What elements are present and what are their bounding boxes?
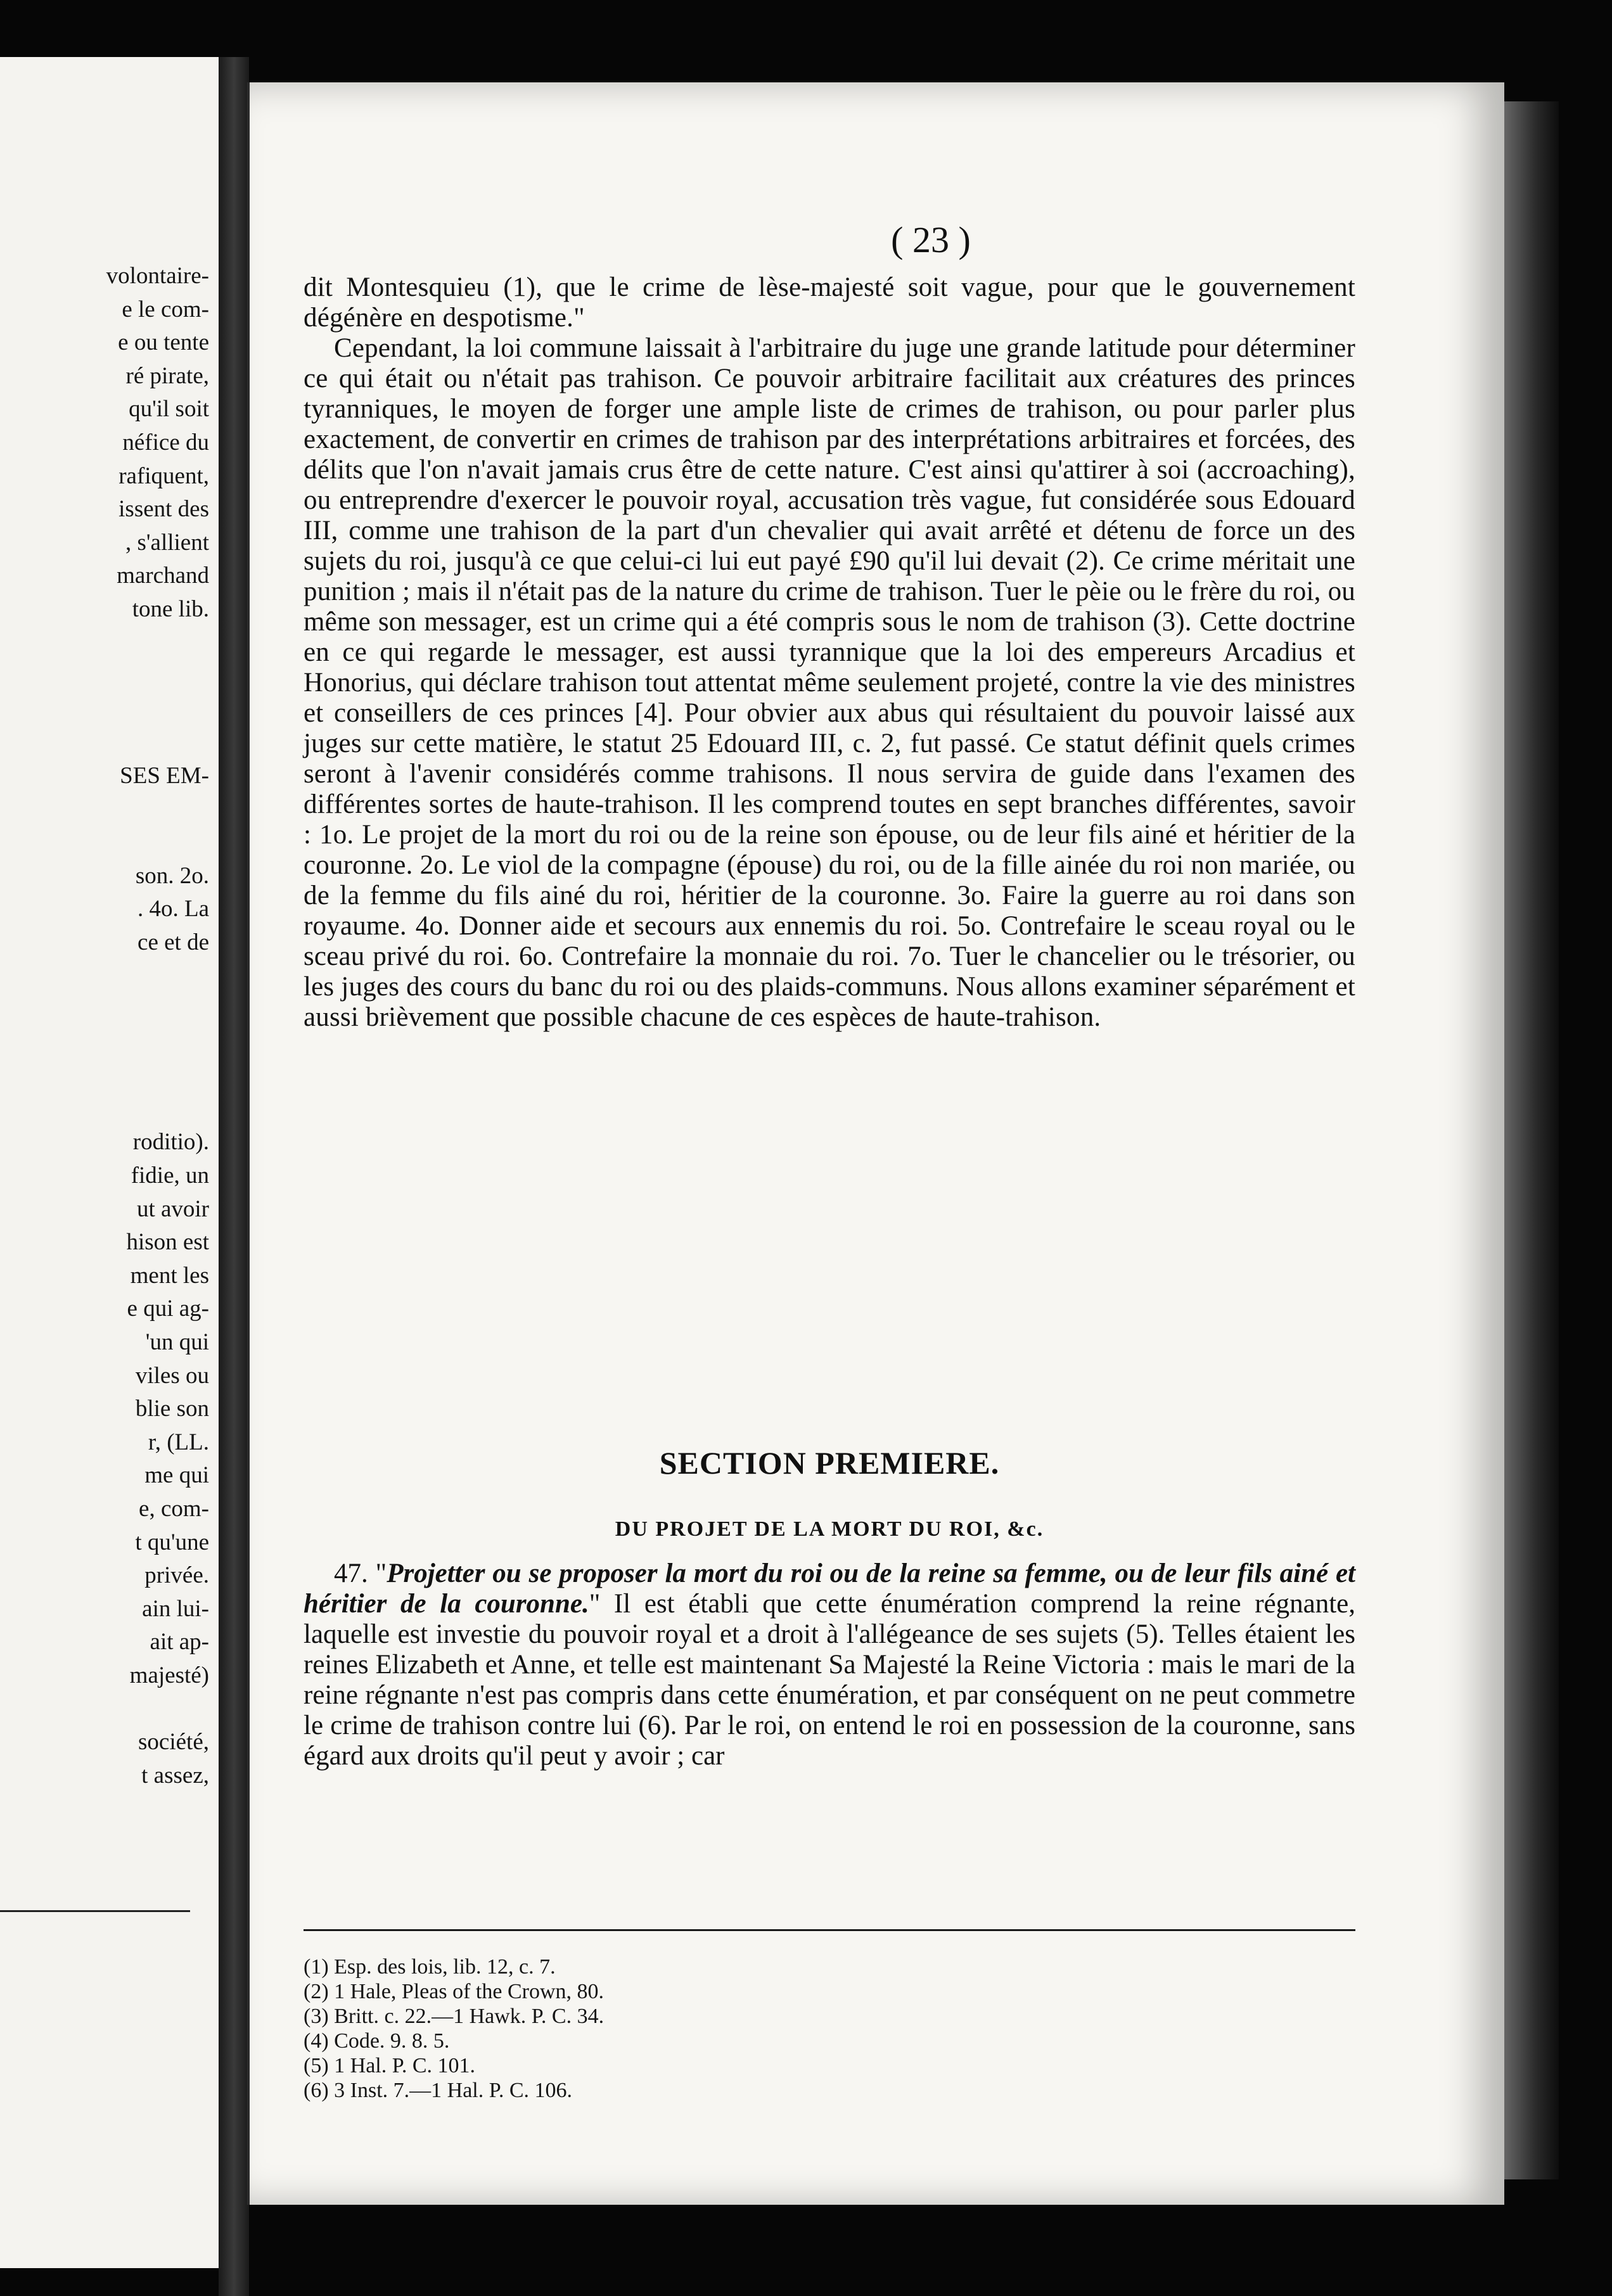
previous-page-line: SES EM-: [120, 762, 209, 789]
previous-page-line: rafiquent,: [118, 462, 209, 489]
previous-page-line: tone lib.: [132, 596, 209, 622]
previous-page-line: majesté): [129, 1662, 209, 1688]
paragraph-47: [304, 1559, 1355, 1771]
previous-page-line: viles ou: [135, 1362, 209, 1389]
main-text: [304, 272, 1355, 1033]
previous-page-line: [0, 1026, 215, 1060]
previous-page-line: néfice du: [122, 429, 209, 456]
paragraph-47-quote: Projetter ou se proposer la mort du roi ou de la reine sa femme, ou de leur fils ainé et héritier de la couronne.: [304, 1559, 1355, 1619]
page-edge-shadow: [1502, 101, 1559, 2179]
page-number: ( 23 ): [891, 219, 971, 260]
previous-page-line: me qui: [144, 1462, 209, 1489]
section-title: SECTION PREMIERE.: [659, 1445, 1000, 1481]
previous-page-line: issent des: [118, 496, 209, 523]
previous-page-line: e ou tente: [118, 329, 209, 356]
previous-page-line: [0, 627, 215, 660]
page-23: [247, 82, 1504, 2205]
footnote-4: (4) Code. 9. 8. 5.: [304, 2029, 450, 2053]
previous-page-line: , s'allient: [125, 529, 209, 556]
section-subtitle: DU PROJET DE LA MORT DU ROI, &c.: [615, 1517, 1044, 1541]
previous-page-line: ain lui-: [142, 1595, 209, 1622]
previous-page-line: ut avoir: [136, 1196, 209, 1222]
previous-page-line: [0, 993, 215, 1026]
previous-page-line: ment les: [130, 1262, 209, 1289]
previous-page-line: [0, 826, 215, 860]
previous-page-line: son. 2o.: [135, 862, 209, 889]
previous-page-line: hison est: [126, 1229, 209, 1256]
previous-page-line: t qu'une: [135, 1529, 209, 1555]
previous-page-line: e, com-: [139, 1495, 209, 1522]
previous-page-line: [0, 1059, 215, 1093]
previous-page-line: ait ap-: [150, 1629, 209, 1655]
previous-page-line: volontaire-: [106, 263, 209, 289]
footnote-rule: [304, 1929, 1355, 1931]
previous-page-line: r, (LL.: [148, 1429, 209, 1455]
footnote-2: (2) 1 Hale, Pleas of the Crown, 80.: [304, 1980, 604, 2003]
previous-page-line: qu'il soit: [129, 396, 209, 423]
previous-page-line: [0, 959, 215, 993]
previous-page-line: blie son: [135, 1396, 209, 1422]
previous-page-line: [0, 660, 215, 693]
paragraph-47-number: 47. ": [334, 1559, 387, 1588]
footnote-1: (1) Esp. des lois, lib. 12, c. 7.: [304, 1955, 556, 1979]
book-gutter: [219, 57, 249, 2296]
previous-page-line: . 4o. La: [137, 896, 209, 922]
footnote-3: (3) Britt. c. 22.—1 Hawk. P. C. 34.: [304, 2005, 604, 2028]
paragraph-2: Cependant, la loi commune laissait à l'arbitraire du juge une grande latitude pour déterminer ce qui était ou n'était pas trahison. Ce pouvoir arbitraire facilitait aux créatures des princes tyranniques, le moyen de forger une ample liste de crimes de trahison, ou pour parler plus exactement, de convertir en crimes de trahison par des interprétations arbitraires et forcées, des délits que l'on n'avait jamais crus être de cette nature. C'est ainsi qu'attirer à soi (accroaching), ou entreprendre d'exercer le pouvoir royal, accusation très vague, fut considérée sous Edouard III, comme une trahison de la part d'un chevalier qui avait arrêté et détenu de force un des sujets du roi, jusqu'à ce que celui-ci lui eut payé £90 qu'il lui devait (2). Ce crime méritait une punition ; mais il n'était pas de la nature du crime de trahison. Tuer le pèie ou le frère du roi, ou même son messager, est un crime qui a été compris sous le nom de trahison (3). Cette doctrine en ce qui regarde le messager, est aussi tyrannique que la loi des empereurs Arcadius et Honorius, qui déclare trahison tout attentat même seulement projeté, contre la vie des ministres et conseillers de ces princes [4]. Pour obvier aux abus qui résultaient du pouvoir laissé aux juges sur cette matière, le statut 25 Edouard III, c. 2, fut passé. Ce statut définit quels crimes seront à l'avenir considérés comme trahisons. Il nous servira de guide dans l'examen des différentes sortes de haute-trahison. Il les comprend toutes en sept branches différentes, savoir : 1o. Le projet de la mort du roi ou de la reine son épouse, ou de leur fils ainé et héritier de la couronne. 2o. Le viol de la compagne (épouse) du roi, ou de la fille ainée du roi non mariée, ou de la femme du fils ainé du roi, héritier de la couronne. 3o. Faire la guerre au roi dans son royaume. 4o. Donner aide et secours aux ennemis du roi. 5o. Contrefaire le sceau royal ou le sceau privé du roi. 6o. Contrefaire la monnaie du roi. 7o. Tuer le chancelier ou le trésorier, ou les juges des cours du banc du roi ou des plaids-communs. Nous allons examiner séparément et aussi brièvement que possible chacune de ces espèces de haute-trahison.: [304, 333, 1355, 1032]
previous-page-line: e qui ag-: [127, 1296, 209, 1322]
footnote-6: (6) 3 Inst. 7.—1 Hal. P. C. 106.: [304, 2079, 573, 2102]
footnotes: [304, 1955, 937, 2103]
paragraph-47-text: " Il est établi que cette énumération comprend la reine régnante, laquelle est investie du pouvoir royal et a droit à l'allégeance de ses sujets (5). Telles étaient les reines Elizabeth et Anne, et telle est maintenant Sa Majesté la Reine Victoria : mais le mari de la reine régnante n'est pas compris dans cette énumération, et par conséquent on ne peut commetre le crime de trahison contre lui (6). Par le roi, on entend le roi en possession de la couronne, sans égard aux droits qu'il peut y avoir ; car: [304, 1589, 1355, 1771]
previous-page-line: [0, 1693, 215, 1726]
previous-page-line: [0, 793, 215, 827]
previous-page-text: [0, 260, 215, 1792]
footnote-5: (5) 1 Hal. P. C. 101.: [304, 2054, 476, 2077]
previous-page-line: ce et de: [138, 929, 209, 955]
previous-page-line: roditio).: [132, 1129, 209, 1156]
previous-page-line: [0, 1093, 215, 1126]
previous-page-line: [0, 726, 215, 760]
previous-page-footnote-rule: [0, 1910, 190, 1912]
previous-page-line: privée.: [144, 1562, 209, 1589]
previous-page-line: e le com-: [122, 296, 209, 322]
previous-page-fragment: [0, 57, 222, 2268]
previous-page-line: fidie, un: [131, 1163, 209, 1189]
previous-page-line: 'un qui: [145, 1329, 209, 1355]
previous-page-line: ré pirate,: [125, 362, 209, 389]
paragraph-1: dit Montesquieu (1), que le crime de lèse-majesté soit vague, pour que le gouvernement dégénère en despotisme.": [304, 272, 1355, 333]
previous-page-line: [0, 693, 215, 727]
previous-page-line: t assez,: [141, 1762, 209, 1789]
previous-page-line: marchand: [117, 563, 209, 589]
previous-page-line: société,: [138, 1729, 209, 1756]
